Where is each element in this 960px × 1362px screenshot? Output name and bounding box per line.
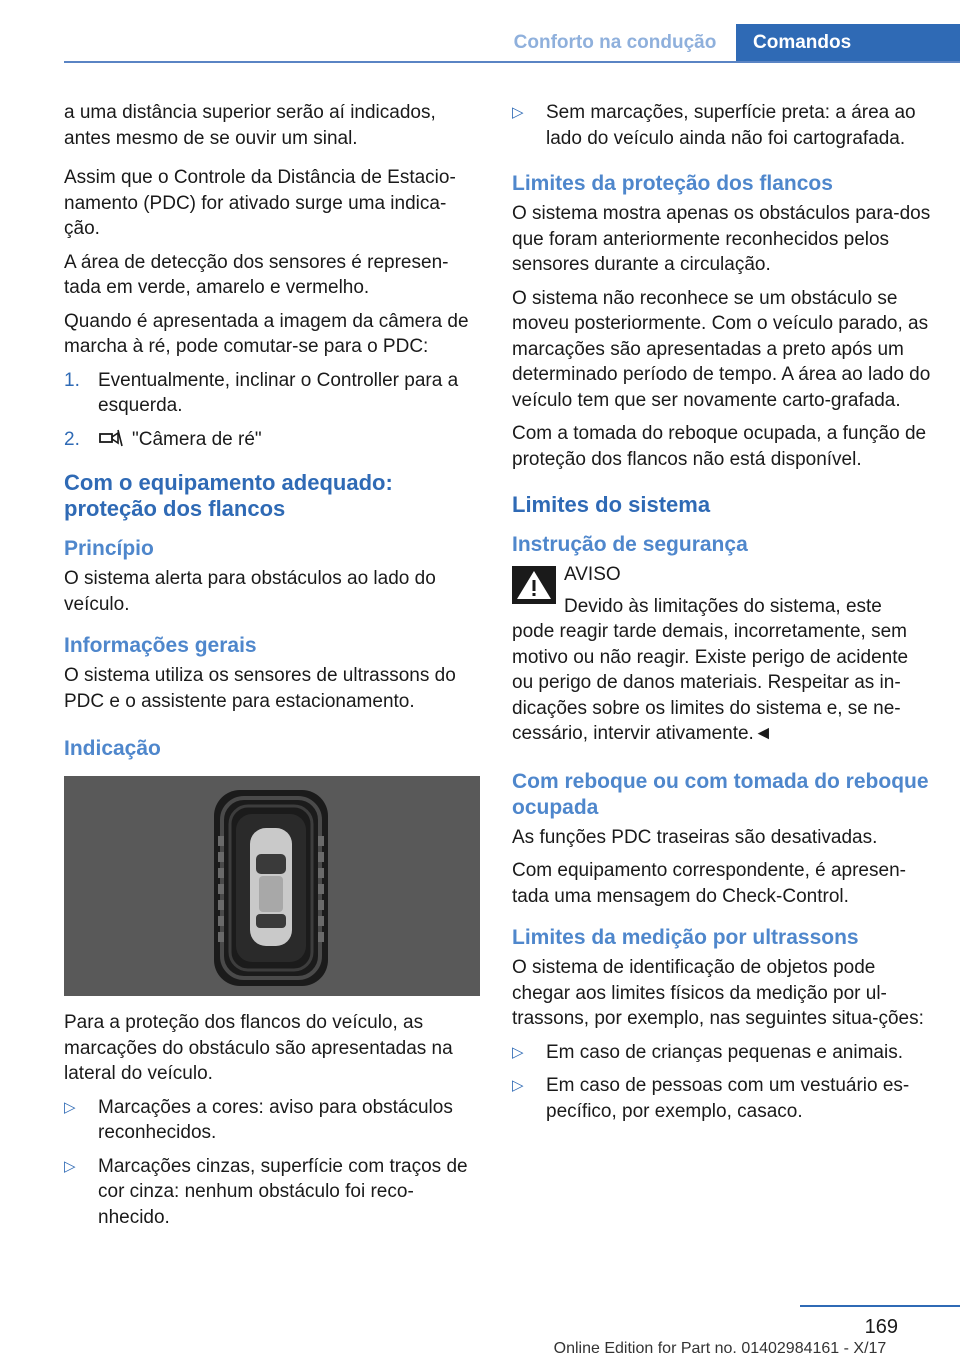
paragraph: Com a tomada do reboque ocupada, a função de proteção dos flancos não está disponível.	[512, 423, 927, 470]
heading-ultrasonic-limits: Limites da medição por ultrassons	[512, 926, 859, 949]
paragraph: O sistema mostra apenas os obstáculos para‐dos que foram anteriormente reconhecidos pelos sensores durante a circulação.	[512, 203, 931, 275]
camera-icon	[98, 428, 124, 448]
footer-edition: Online Edition for Part no. 01402984161 - X/17	[553, 1340, 887, 1357]
left-column	[64, 100, 480, 1238]
list-item-text: Em caso de pessoas com um vestuário es‐pecífico, por exemplo, casaco.	[546, 1075, 910, 1122]
car-icon	[250, 828, 292, 946]
warning-line1: Devido às limitações do sistema, este	[564, 595, 882, 617]
list-item-text: Marcações cinzas, superfície com traços de cor cinza: nenhum obstáculo foi reco‐nhecido.	[98, 1155, 468, 1228]
heading-display: Indicação	[64, 737, 161, 760]
paragraph: O sistema não reconhece se um obstáculo se moveu posteriormente. Com o veículo parado, as marcações são apresentadas a preto após um determinado período de tempo. A área ao lado do veículo tem que ser novamente carto‐grafada.	[512, 287, 931, 411]
warning-text: pode reagir tarde demais, incorretamente, sem motivo ou não reagir. Existe perigo de acidente ou perigo de danos materiais. Respeitar as in‐dicações sobre os limites do sistema e, se ne‐cessário, intervir ativamente.◄	[512, 621, 909, 744]
list-item	[512, 1040, 932, 1066]
step-text: "Câmera de ré"	[132, 428, 262, 450]
heading-trailer: Com reboque ou com tomada do reboque ocupada	[512, 769, 929, 819]
heading-equipment: Com o equipamento adequado: proteção dos flancos	[64, 470, 393, 521]
warning-title: AVISO	[564, 564, 621, 585]
footer-rule	[800, 1305, 960, 1307]
paragraph: O sistema alerta para obstáculos ao lado do veículo.	[64, 568, 436, 615]
step-text: Eventualmente, inclinar o Controller para a esquerda.	[98, 369, 459, 416]
step-item	[64, 368, 480, 419]
list-item	[512, 100, 932, 151]
paragraph: Quando é apresentada a imagem da câmera de marcha à ré, pode comutar-se para o PDC:	[64, 310, 469, 357]
bullet-icon: ▷	[512, 104, 524, 121]
paragraph: As funções PDC traseiras são desativadas.	[512, 826, 878, 848]
paragraph: O sistema de identificação de objetos pode chegar aos limites físicos da medição por ul‐trassons, por exemplo, nas seguintes situa‐ções:	[512, 957, 924, 1029]
step-number: 1.	[64, 369, 80, 391]
right-column	[512, 100, 932, 1132]
paragraph: O sistema utiliza os sensores de ultrassons do PDC e o assistente para estacionamento.	[64, 665, 456, 712]
side-protection-figure	[64, 776, 480, 996]
heading-principle: Princípio	[64, 537, 154, 560]
header-tab-comandos[interactable]: Comandos	[736, 24, 960, 63]
step-text-wrap	[98, 427, 480, 453]
heading-flank-limits: Limites da proteção dos flancos	[512, 172, 833, 195]
paragraph: a uma distância superior serão aí indicados, antes mesmo de se ouvir um sinal.	[64, 102, 436, 149]
bullet-icon: ▷	[512, 1077, 524, 1094]
bullet-icon: ▷	[512, 1043, 524, 1061]
bullet-icon: ▷	[64, 1098, 76, 1116]
list-item-text: Sem marcações, superfície preta: a área ao lado do veículo ainda não foi cartografada.	[546, 102, 916, 149]
list-item	[512, 1073, 932, 1124]
paragraph: Assim que o Controle da Distância de Estacio‐namento (PDC) for ativado surge uma indica‐ção.	[64, 167, 456, 239]
heading-general-info: Informações gerais	[64, 634, 257, 657]
heading-safety: Instrução de segurança	[512, 533, 748, 556]
header-section-title: Conforto na condução	[513, 32, 717, 53]
list-item	[64, 1154, 480, 1231]
page-number: 169	[864, 1316, 898, 1338]
list-item-text: Marcações a cores: aviso para obstáculos reconhecidos.	[98, 1096, 453, 1143]
paragraph: Para a proteção dos flancos do veículo, as marcações do obstáculo são apresentadas na lateral do veículo.	[64, 1012, 453, 1084]
warning-triangle-icon	[512, 566, 556, 604]
list-item	[64, 1095, 480, 1146]
heading-system-limits: Limites do sistema	[512, 492, 711, 517]
paragraph: A área de detecção dos sensores é represen‐tada em verde, amarelo e vermelho.	[64, 251, 449, 298]
list-item-text: Em caso de crianças pequenas e animais.	[546, 1041, 903, 1063]
header-rule	[64, 61, 960, 63]
step-item	[64, 427, 480, 453]
paragraph: Com equipamento correspondente, é apresen‐tada uma mensagem do Check-Control.	[512, 860, 906, 907]
step-number: 2.	[64, 428, 80, 450]
bullet-icon: ▷	[64, 1157, 76, 1175]
warning-block	[512, 562, 932, 747]
